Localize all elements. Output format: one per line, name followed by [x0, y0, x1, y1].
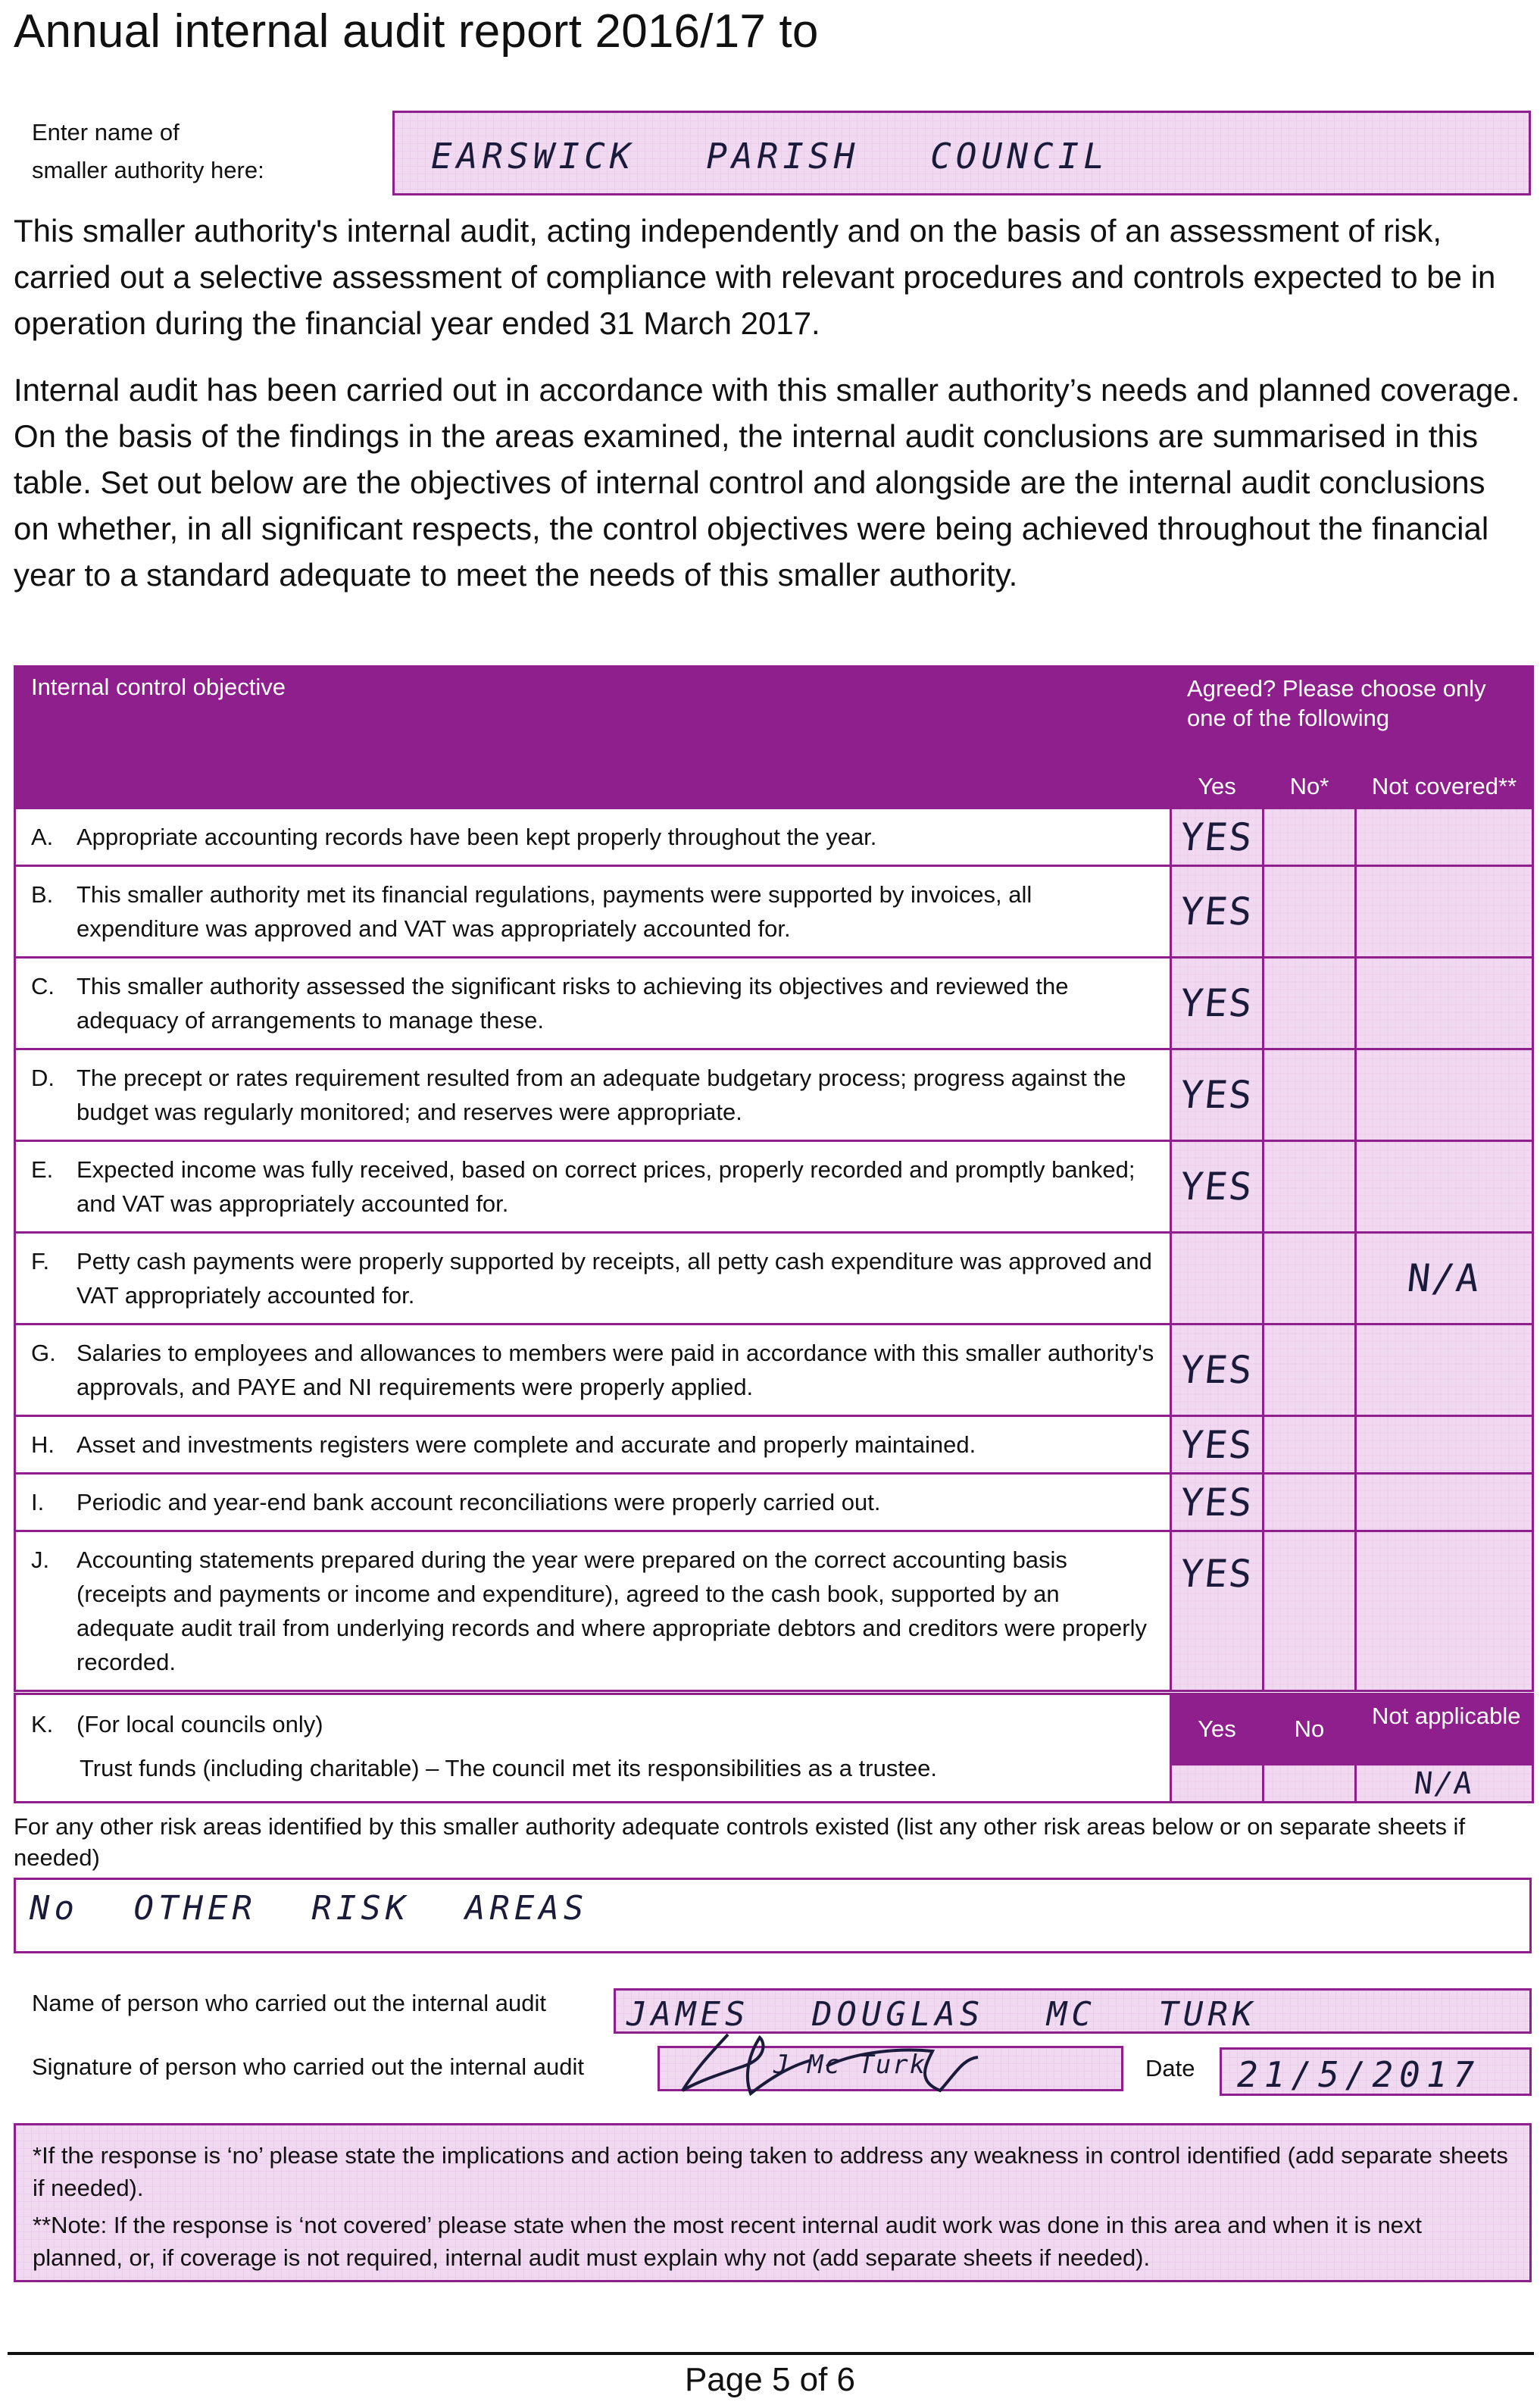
other-risk-areas-value: No OTHER RISK AREAS — [30, 1889, 589, 1928]
yes-cell[interactable] — [1171, 866, 1264, 958]
row-objective-text: Periodic and year-end bank account reconciliations were properly carried out. — [77, 1489, 881, 1515]
table-row — [15, 1324, 1533, 1416]
no-cell[interactable] — [1264, 866, 1356, 958]
note-no-response: *If the response is ‘no’ please state the implications and action being taken to address any weakness in control identified (add separate sheets if needed). — [33, 2142, 1508, 2201]
header-no: No* — [1264, 740, 1356, 808]
table-row — [15, 1141, 1533, 1233]
row-k-line-2: Trust funds (including charitable) – The council met its responsibilities as a trustee. — [80, 1755, 938, 1781]
trust-funds-table — [14, 1693, 1534, 1803]
row-letter: C. — [31, 973, 55, 999]
page-number: Page 5 of 6 — [684, 2361, 856, 2398]
row-letter: J. — [31, 1547, 50, 1573]
not-covered-cell[interactable] — [1356, 1324, 1533, 1416]
no-cell[interactable] — [1264, 958, 1356, 1049]
not-covered-cell[interactable] — [1356, 1233, 1533, 1324]
authority-name-field[interactable] — [392, 111, 1531, 195]
yes-mark: YES — [1178, 1165, 1256, 1209]
date-field[interactable] — [1220, 2047, 1532, 2096]
not-covered-cell[interactable] — [1356, 1531, 1533, 1691]
row-k-not-applicable-cell[interactable] — [1356, 1765, 1533, 1803]
yes-mark: YES — [1178, 815, 1256, 859]
yes-mark: YES — [1178, 890, 1256, 934]
not-covered-cell[interactable] — [1356, 866, 1533, 958]
yes-mark: YES — [1178, 1348, 1256, 1392]
auditor-name-value: JAMES DOUGLAS MC TURK — [626, 1995, 1257, 2034]
authority-name-value: EARSWICK PARISH COUNCIL — [431, 136, 1109, 177]
yes-mark: YES — [1178, 1073, 1256, 1117]
footer-divider — [8, 2352, 1534, 2355]
header-yes: Yes — [1171, 740, 1264, 808]
auditor-name-label: Name of person who carried out the internal audit — [32, 1990, 546, 2016]
row-k-header-not-applicable: Not applicable — [1356, 1694, 1533, 1765]
row-objective-text: This smaller authority met its financial regulations, payments were supported by invoices, all expenditure was approved and VAT was appropriately accounted for. — [77, 881, 1032, 942]
not-covered-cell[interactable] — [1356, 808, 1533, 866]
header-agreed: Agreed? Please choose only one of the following — [1171, 667, 1533, 740]
internal-control-table — [14, 665, 1534, 1692]
row-k-header-no: No — [1264, 1694, 1356, 1765]
no-cell[interactable] — [1264, 1531, 1356, 1691]
no-cell[interactable] — [1264, 1233, 1356, 1324]
yes-cell[interactable] — [1171, 1324, 1264, 1416]
notes-box — [14, 2123, 1532, 2282]
not-covered-cell[interactable] — [1356, 1141, 1533, 1233]
signature-text: J Mc Turk — [773, 2050, 927, 2080]
yes-mark: YES — [1178, 981, 1256, 1025]
authority-name-label — [32, 114, 264, 189]
row-objective-text: Appropriate accounting records have been kept properly throughout the year. — [77, 824, 877, 850]
no-cell[interactable] — [1264, 1324, 1356, 1416]
note-not-covered: **Note: If the response is ‘not covered’ please state when the most recent internal audit work was done in this area and when it is next planned, or, if coverage is not required, internal audit must explain why not (add separate sheets if needed). — [33, 2212, 1423, 2271]
row-letter: B. — [31, 881, 54, 908]
yes-mark: YES — [1178, 1480, 1256, 1525]
intro-paragraph-2: Internal audit has been carried out in accordance with this smaller authority’s needs and planned coverage. On the basis of the findings in the areas examined, the internal audit conclusions are summarised in this table. Set out below are the objectives of internal control and alongside are the internal audit conclusions on whether, in all significant respects, the control objectives were being achieved throughout the financial year to a standard adequate to meet the needs of this smaller authority. — [14, 372, 1520, 593]
row-k-yes-cell[interactable] — [1171, 1765, 1264, 1803]
row-k-letter: K. — [31, 1711, 54, 1737]
row-letter: E. — [31, 1156, 54, 1183]
not-covered-mark: N/A — [1405, 1256, 1483, 1300]
row-letter: A. — [31, 824, 54, 850]
page-title: Annual internal audit report 2016/17 to — [14, 5, 819, 58]
authority-label-line-1: Enter name of — [32, 119, 180, 145]
yes-cell[interactable] — [1171, 808, 1264, 866]
yes-mark: YES — [1178, 1552, 1256, 1596]
yes-cell[interactable] — [1171, 1416, 1264, 1474]
row-k-header-yes: Yes — [1171, 1694, 1264, 1765]
not-covered-cell[interactable] — [1356, 958, 1533, 1049]
row-objective-text: Petty cash payments were properly supported by receipts, all petty cash expenditure was approved and VAT appropriately accounted for. — [77, 1248, 1152, 1309]
table-row — [15, 1049, 1533, 1141]
no-cell[interactable] — [1264, 1416, 1356, 1474]
not-covered-cell[interactable] — [1356, 1049, 1533, 1141]
table-row — [15, 958, 1533, 1049]
row-objective-text: Accounting statements prepared during the year were prepared on the correct accounting basis (receipts and payments or income and expenditure), agreed to the cash book, supported by an adequate audit trail from underlying records and where appropriate debtors and creditors were properly recorded. — [77, 1547, 1148, 1675]
yes-mark: YES — [1178, 1422, 1256, 1467]
header-not-covered: Not covered** — [1356, 740, 1533, 808]
date-label: Date — [1145, 2055, 1195, 2081]
table-row — [15, 1474, 1533, 1531]
row-objective-text: The precept or rates requirement resulted from an adequate budgetary process; progress against the budget was regularly monitored; and reserves were appropriate. — [77, 1065, 1126, 1125]
yes-cell[interactable] — [1171, 1531, 1264, 1691]
intro-paragraph-1: This smaller authority's internal audit, acting independently and on the basis of an assessment of risk, carried out a selective assessment of compliance with relevant procedures and controls expected to be in operation during the financial year ended 31 March 2017. — [14, 213, 1496, 341]
signature-field[interactable] — [658, 2046, 1123, 2091]
no-cell[interactable] — [1264, 1049, 1356, 1141]
row-k-no-cell[interactable] — [1264, 1765, 1356, 1803]
row-letter: G. — [31, 1340, 56, 1366]
row-letter: D. — [31, 1065, 55, 1091]
row-letter: F. — [31, 1248, 50, 1274]
row-objective-text: This smaller authority assessed the significant risks to achieving its objectives and reviewed the adequacy of arrangements to manage these. — [77, 973, 1069, 1034]
yes-cell[interactable] — [1171, 1474, 1264, 1531]
table-row — [15, 1416, 1533, 1474]
no-cell[interactable] — [1264, 1474, 1356, 1531]
row-letter: H. — [31, 1431, 55, 1458]
not-covered-cell[interactable] — [1356, 1416, 1533, 1474]
table-row — [15, 866, 1533, 958]
no-cell[interactable] — [1264, 808, 1356, 866]
date-value: 21/5/2017 — [1237, 2054, 1481, 2095]
header-internal-control-objective: Internal control objective — [15, 667, 1171, 808]
yes-cell[interactable] — [1171, 1049, 1264, 1141]
table-row — [15, 1531, 1533, 1691]
yes-cell[interactable] — [1171, 1233, 1264, 1324]
not-covered-cell[interactable] — [1356, 1474, 1533, 1531]
row-objective-text: Asset and investments registers were complete and accurate and properly maintained. — [77, 1431, 976, 1458]
yes-cell[interactable] — [1171, 1141, 1264, 1233]
signature-label: Signature of person who carried out the internal audit — [32, 2053, 584, 2080]
row-letter: I. — [31, 1489, 45, 1515]
authority-label-line-2: smaller authority here: — [32, 157, 264, 183]
row-k-not-applicable-mark: N/A — [1412, 1765, 1476, 1801]
table-row — [15, 808, 1533, 866]
row-objective-text: Expected income was fully received, based on correct prices, properly recorded and promptly banked; and VAT was appropriately accounted for. — [77, 1156, 1135, 1217]
row-k-line-1: (For local councils only) — [77, 1711, 323, 1737]
table-row — [15, 1233, 1533, 1324]
no-cell[interactable] — [1264, 1141, 1356, 1233]
other-risk-areas-label: For any other risk areas identified by this smaller authority adequate controls existed (list any other risk areas below or on separate sheets if needed) — [14, 1813, 1466, 1871]
yes-cell[interactable] — [1171, 958, 1264, 1049]
other-risk-areas-field[interactable] — [14, 1878, 1532, 1953]
row-objective-text: Salaries to employees and allowances to members were paid in accordance with this smaller authority's approvals, and PAYE and NI requirements were properly applied. — [77, 1340, 1154, 1400]
